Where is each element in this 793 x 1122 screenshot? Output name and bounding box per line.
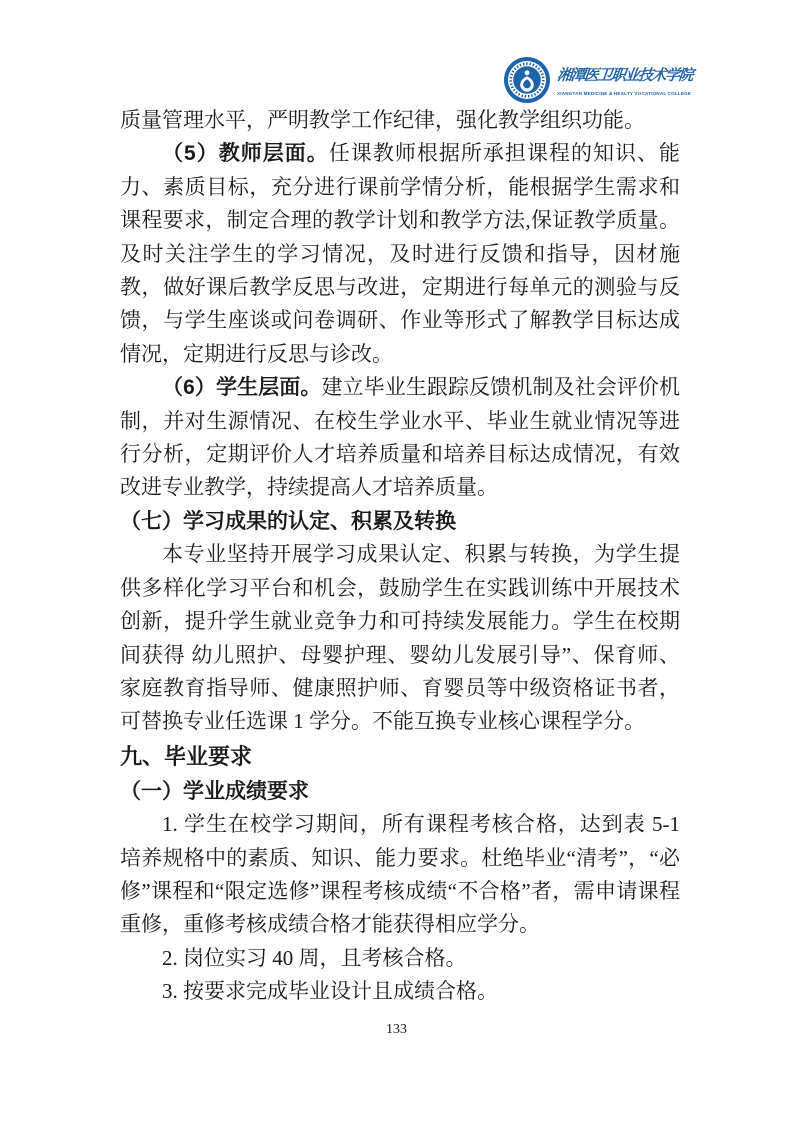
paragraph-lead: （6）学生层面。 [162, 376, 322, 400]
document-body [120, 104, 680, 1009]
paragraph-requirement-2 [120, 942, 680, 975]
paragraph-requirement-3 [120, 975, 680, 1008]
college-emblem-icon [503, 56, 551, 104]
college-name-en-wrap [557, 87, 793, 95]
paragraph-text: 建立毕业生跟踪反馈机制及社会评价机制，并对生源情况、在校生学业水平、毕业生就业情况等进行分析，定期评价人才培养质量和培养目标达成情况，有效改进专业教学，持续提高人才培养质量。 [120, 375, 680, 500]
paragraph-teacher-level [120, 137, 680, 371]
paragraph-text: 本专业坚持开展学习成果认定、积累与转换，为学生提供多样化学习平台和机会，鼓励学生在实践训练中开展技术创新，提升学生就业竞争力和可持续发展能力。学生在校期间获得 幼儿照护、母婴护理、婴幼儿发展引导”、保育师、家庭教育指导师、健康照护师、育婴员等中级资格证书者，可替换专业任选课 1 学分。不能互换专业核心课程学分。 [120, 542, 680, 734]
college-name-block [557, 65, 793, 95]
paragraph-requirement-1 [120, 808, 680, 942]
paragraph-text: 质量管理水平，严明教学工作纪律，强化教学组织功能。 [120, 108, 645, 132]
paragraph-student-level [120, 371, 680, 505]
college-name-zh: 湘潭医卫职业技术学院 [556, 68, 693, 84]
college-name-en: XIANGTAN MEDICINE & HEALTY VOCATIONAL COLLEGE [557, 91, 692, 97]
heading-learning-outcomes: （七）学习成果的认定、积累及转换 [120, 509, 456, 533]
paragraph-text: 任课教师根据所承担课程的知识、能力、素质目标，充分进行课前学情分析，能根据学生需求和课程要求，制定合理的教学计划和教学方法,保证教学质量。及时关注学生的学习情况，及时进行反馈和指导，因材施教，做好课后教学反思与改进，定期进行每单元的测验与反馈，与学生座谈或问卷调研、作业等形式了解教学目标达成情况，定期进行反思与诊改。 [120, 141, 680, 366]
paragraph-quality-management [120, 104, 680, 137]
paragraph-learning-outcomes [120, 538, 680, 738]
paragraph-text: 1. 学生在校学习期间，所有课程考核合格，达到表 5-1 培养规格中的素质、知识、能力要求。杜绝毕业“清考”，“必修”课程和“限定选修”课程考核成绩“不合格”者，需申请课程重修，重修考核成绩合格才能获得相应学分。 [120, 812, 680, 937]
paragraph-text: 3. 按要求完成毕业设计且成绩合格。 [162, 979, 498, 1004]
college-logo [503, 56, 793, 104]
paragraph-lead: （5）教师层面。 [162, 142, 329, 166]
page-number: 133 [386, 1022, 407, 1037]
paragraph-text: 2. 岗位实习 40 周，且考核合格。 [162, 945, 467, 970]
heading-academic-performance: （一）学业成绩要求 [120, 779, 309, 803]
heading-graduation-requirements: 九、毕业要求 [120, 743, 253, 769]
